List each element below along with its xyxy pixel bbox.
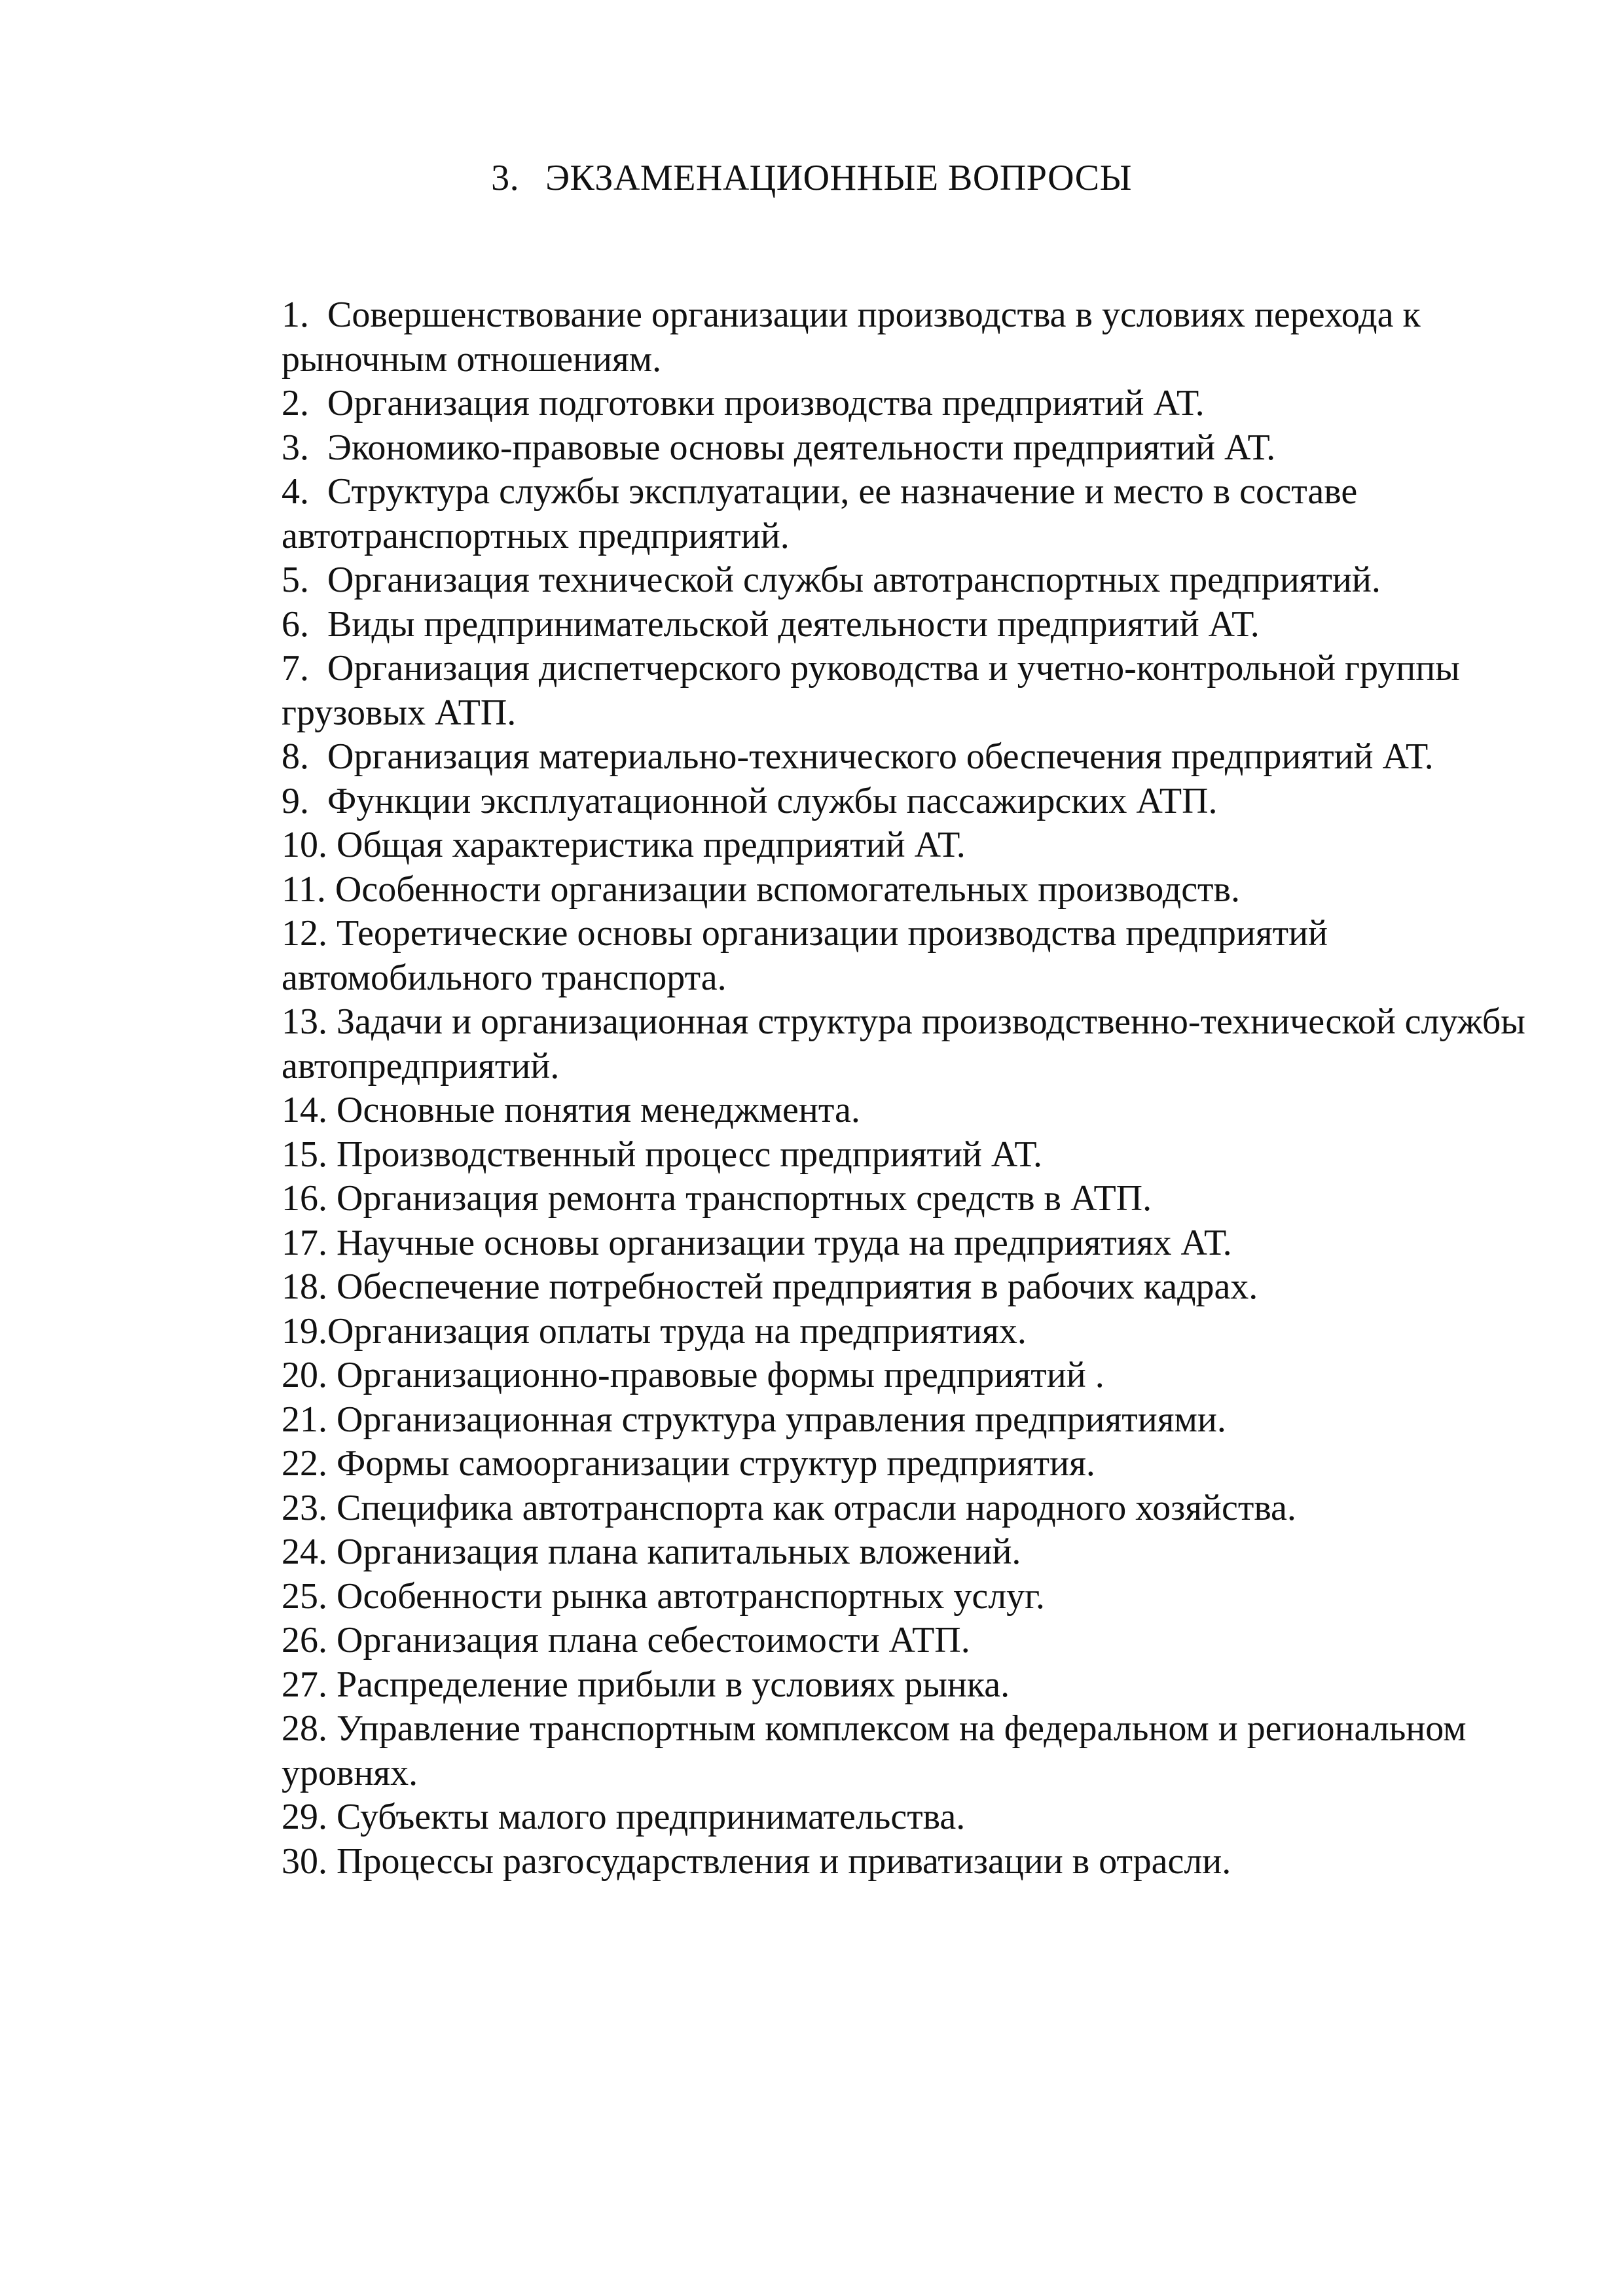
question-number: 17. — [282, 1222, 337, 1263]
question-number: 30. — [282, 1840, 337, 1882]
question-number: 16. — [282, 1178, 337, 1219]
question-text: Виды предпринимательской деятельности предприятий АТ. — [327, 603, 1260, 645]
question-number: 25. — [282, 1575, 337, 1617]
question-number: 21. — [282, 1399, 337, 1440]
question-text: Совершенствование организации производства в условиях перехода к рыночным отношениям. — [282, 295, 1430, 380]
question-item — [282, 1795, 1578, 1840]
question-item — [282, 1177, 1578, 1221]
question-text: Общая характеристика предприятий АТ. — [337, 825, 966, 865]
question-text: Организационно-правовые формы предприятий . — [337, 1355, 1104, 1395]
question-text: Процессы разгосударствления и приватизации в отрасли. — [337, 1840, 1231, 1882]
question-number: 22. — [282, 1443, 337, 1484]
question-text: Специфика автотранспорта как отрасли народного хозяйства. — [337, 1487, 1296, 1528]
question-item — [282, 1265, 1578, 1310]
question-item — [282, 1442, 1578, 1486]
question-text: Организация плана себестоимости АТП. — [337, 1620, 970, 1660]
question-text: Формы самоорганизации структур предприятия. — [337, 1443, 1095, 1484]
question-number: 28. — [282, 1708, 337, 1749]
question-item — [282, 1310, 1578, 1354]
question-text: Организация материально-технического обеспечения предприятий АТ. — [327, 736, 1434, 777]
question-item — [282, 1088, 1578, 1133]
question-item — [282, 647, 1578, 735]
question-item — [282, 823, 1578, 868]
question-item — [282, 426, 1578, 471]
question-item — [282, 558, 1578, 603]
question-text: Особенности организации вспомогательных производств. — [335, 869, 1240, 910]
question-text: Научные основы организации труда на предприятиях АТ. — [337, 1222, 1232, 1263]
question-item — [282, 293, 1578, 382]
question-number: 14. — [282, 1090, 337, 1130]
question-text: Организация подготовки производства предприятий АТ. — [327, 383, 1205, 423]
question-item — [282, 1575, 1578, 1619]
question-number: 7. — [282, 648, 327, 689]
question-number: 11. — [282, 869, 335, 910]
question-item — [282, 1486, 1578, 1531]
section-heading — [0, 152, 1623, 204]
question-item — [282, 1619, 1578, 1663]
question-text: Управление транспортным комплексом на федеральном и региональном уровнях. — [282, 1708, 1476, 1793]
question-text: Субъекты малого предпринимательства. — [337, 1797, 966, 1837]
question-number: 5. — [282, 560, 327, 600]
question-number: 15. — [282, 1134, 337, 1175]
question-item — [282, 1398, 1578, 1443]
question-number: 2. — [282, 383, 327, 423]
question-item — [282, 1133, 1578, 1177]
question-number: 8. — [282, 736, 327, 777]
question-text: Экономико-правовые основы деятельности предприятий АТ. — [327, 427, 1276, 468]
question-number: 6. — [282, 603, 327, 645]
exam-questions-list — [282, 293, 1578, 1884]
question-item — [282, 1221, 1578, 1266]
question-item — [282, 382, 1578, 426]
question-item — [282, 912, 1578, 1000]
question-text: Основные понятия менеджмента. — [337, 1090, 860, 1130]
question-number: 23. — [282, 1487, 337, 1528]
question-number: 24. — [282, 1532, 337, 1572]
question-text: Организация ремонта транспортных средств в АТП. — [337, 1178, 1152, 1219]
question-item — [282, 1530, 1578, 1575]
question-number: 29. — [282, 1797, 337, 1837]
question-text: Функции эксплуатационной службы пассажирских АТП. — [327, 780, 1218, 821]
question-item — [282, 1354, 1578, 1398]
question-number: 18. — [282, 1266, 337, 1307]
question-number: 19. — [282, 1310, 327, 1352]
question-text: Структура службы эксплуатации, ее назначение и место в составе автотранспортных предприятий. — [282, 471, 1367, 556]
question-text: Производственный процесс предприятий АТ. — [337, 1134, 1042, 1175]
question-number: 26. — [282, 1620, 337, 1660]
question-text: Теоретические основы организации производства предприятий автомобильного транспорта. — [282, 913, 1338, 998]
question-text: Обеспечение потребностей предприятия в рабочих кадрах. — [337, 1266, 1258, 1307]
question-text: Организация диспетчерского руководства и учетно-контрольной группы грузовых АТП. — [282, 648, 1469, 733]
question-text: Организация оплаты труда на предприятиях. — [327, 1310, 1027, 1352]
question-item — [282, 1840, 1578, 1884]
question-item — [282, 1663, 1578, 1708]
question-number: 13. — [282, 1001, 337, 1042]
question-item — [282, 735, 1578, 780]
question-item — [282, 1000, 1578, 1088]
question-item — [282, 1707, 1578, 1795]
question-item — [282, 603, 1578, 647]
section-number: 3. — [491, 158, 520, 198]
question-number: 3. — [282, 427, 327, 468]
question-number: 9. — [282, 780, 327, 821]
question-text: Организационная структура управления предприятиями. — [337, 1399, 1226, 1440]
question-item — [282, 780, 1578, 824]
question-item — [282, 868, 1578, 912]
question-number: 12. — [282, 913, 337, 954]
question-text: Распределение прибыли в условиях рынка. — [337, 1664, 1010, 1705]
question-item — [282, 470, 1578, 558]
question-number: 20. — [282, 1355, 337, 1395]
section-title: ЭКЗАМЕНАЦИОННЫЕ ВОПРОСЫ — [545, 158, 1132, 198]
question-number: 27. — [282, 1664, 337, 1705]
question-number: 4. — [282, 471, 327, 512]
question-number: 1. — [282, 295, 327, 335]
question-text: Организация плана капитальных вложений. — [337, 1532, 1021, 1572]
question-text: Организация технической службы автотранспортных предприятий. — [327, 560, 1381, 600]
question-text: Задачи и организационная структура производственно-технической службы автопредприятий. — [282, 1001, 1535, 1086]
question-number: 10. — [282, 825, 337, 865]
question-text: Особенности рынка автотранспортных услуг. — [337, 1575, 1045, 1617]
